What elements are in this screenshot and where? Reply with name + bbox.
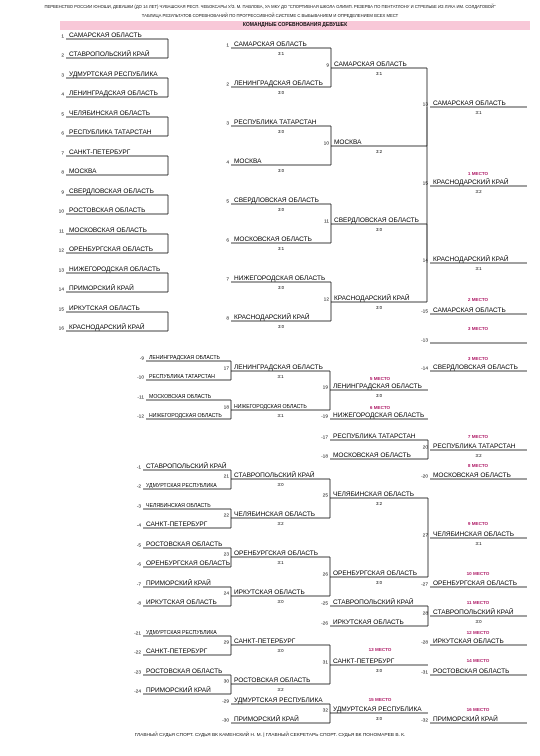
seed-number: -17: [321, 435, 328, 441]
seed-number: -25: [321, 601, 328, 607]
team-name: УДМУРТСКАЯ РЕСПУБЛИКА: [146, 483, 217, 489]
seed-number: -31: [421, 670, 428, 676]
seed-number: 14: [422, 258, 428, 264]
team-name: САМАРСКАЯ ОБЛАСТЬ: [334, 61, 407, 68]
team-name: ЛЕНИНГРАДСКАЯ ОБЛАСТЬ: [149, 355, 220, 361]
seed-number: 2: [61, 53, 64, 59]
team-name: СВЕРДЛОВСКАЯ ОБЛАСТЬ: [69, 188, 154, 195]
seed-number: 17: [223, 366, 229, 372]
team-name: НИЖЕГОРОДСКАЯ ОБЛАСТЬ: [333, 412, 425, 419]
seed-number: 19: [322, 385, 328, 391]
team-name: САНКТ-ПЕТЕРБУРГ: [69, 149, 131, 156]
seed-number: 10: [323, 141, 329, 147]
seed-number: -29: [222, 699, 229, 705]
seed-number: 4: [61, 92, 64, 98]
team-name: РЕСПУБЛИКА ТАТАРСТАН: [433, 443, 516, 450]
competition-title: ПЕРВЕНСТВО РОССИИ ЮНОШИ, ДЕВУШКИ (ДО 14 ЛЕТ) ЧУВАШСКАЯ РЕСП. ЧЕБОКСАРЫ У/З. М. ПАВЛОВА, УА МКУ ДО "СПОРТИВНАЯ ШКОЛА ОЛИМП. РЕЗЕРВА ПО ПЕНТАТЛОНУ И СТРЕЛЬБЕ ИЗ ЛУКА ИМ. СОЛДАТОВОЙ": [44, 4, 496, 9]
team-name: КРАСНОДАРСКИЙ КРАЙ: [334, 295, 410, 302]
team-name: ОРЕНБУРГСКАЯ ОБЛАСТЬ: [234, 550, 319, 557]
team-name: СТАВРОПОЛЬСКИЙ КРАЙ: [333, 599, 414, 606]
bracket-lines: [66, 39, 527, 723]
team-name: ПРИМОРСКИЙ КРАЙ: [146, 687, 211, 694]
seed-number: 7: [61, 151, 64, 157]
seed-number: -6: [136, 562, 141, 568]
seed-number: 30: [223, 679, 229, 685]
team-name: РОСТОВСКАЯ ОБЛАСТЬ: [146, 541, 223, 548]
place-label: 2 МЕСТО: [467, 297, 489, 302]
team-name: РОСТОВСКАЯ ОБЛАСТЬ: [234, 677, 311, 684]
match-score: 3:0: [277, 90, 285, 95]
seed-number: 26: [322, 572, 328, 578]
seed-number: -23: [134, 670, 141, 676]
footer-officials: ГЛАВНЫЙ СУДЬЯ СПОРТ. СУДЬЯ ВК КАМЕНСКИЙ Н. М. | ГЛАВНЫЙ СЕКРЕТАРЬ СПОРТ. СУДЬЯ ВК ПОНОМАРЕВ В. К.: [134, 733, 406, 738]
team-name: ИРКУТСКАЯ ОБЛАСТЬ: [234, 589, 305, 596]
match-score: 3:0: [375, 716, 383, 721]
team-name: НИЖЕГОРОДСКАЯ ОБЛАСТЬ: [234, 404, 307, 410]
place-label: 7 МЕСТО: [467, 434, 489, 439]
team-name: САМАРСКАЯ ОБЛАСТЬ: [433, 100, 506, 107]
seed-number: 8: [226, 316, 229, 322]
seed-number: -21: [134, 631, 141, 637]
team-name: НИЖЕГОРОДСКАЯ ОБЛАСТЬ: [149, 413, 222, 419]
team-name: МОСКОВСКАЯ ОБЛАСТЬ: [149, 394, 212, 400]
seed-number: -26: [321, 621, 328, 627]
team-name: ПРИМОРСКИЙ КРАЙ: [69, 285, 134, 292]
match-score: 3:1: [277, 374, 284, 379]
seed-number: 25: [322, 493, 328, 499]
place-label: 3 МЕСТО: [467, 356, 489, 361]
match-score: 3:1: [375, 71, 383, 76]
seed-number: 3: [61, 73, 64, 79]
match-score: 3:0: [277, 129, 285, 134]
team-name: КРАСНОДАРСКИЙ КРАЙ: [433, 179, 509, 186]
seed-number: 9: [326, 63, 329, 69]
place-label: 5 МЕСТО: [369, 376, 391, 381]
seed-number: -4: [136, 523, 141, 529]
team-name: ОРЕНБУРГСКАЯ ОБЛАСТЬ: [433, 580, 518, 587]
seed-number: 12: [323, 297, 329, 303]
team-name: ИРКУТСКАЯ ОБЛАСТЬ: [69, 305, 140, 312]
section-band: КОМАНДНЫЕ СОРЕВНОВАНИЯ ДЕВУШЕК: [60, 21, 530, 30]
seed-number: 2: [226, 82, 229, 88]
team-name: УДМУРТСКАЯ РЕСПУБЛИКА: [333, 706, 422, 713]
team-name: ЧЕЛЯБИНСКАЯ ОБЛАСТЬ: [433, 531, 515, 538]
seed-number: -22: [134, 650, 141, 656]
team-name: МОСКОВСКАЯ ОБЛАСТЬ: [333, 452, 411, 459]
seed-number: -8: [136, 601, 141, 607]
seed-number: 29: [223, 640, 229, 646]
team-name: МОСКВА: [69, 168, 97, 175]
team-name: ИРКУТСКАЯ ОБЛАСТЬ: [146, 599, 217, 606]
seed-number: -18: [321, 454, 328, 460]
team-name: ИРКУТСКАЯ ОБЛАСТЬ: [333, 619, 404, 626]
match-score: 3:0: [277, 168, 285, 173]
team-name: РОСТОВСКАЯ ОБЛАСТЬ: [69, 207, 146, 214]
team-name: РЕСПУБЛИКА ТАТАРСТАН: [333, 433, 416, 440]
match-score: 3:2: [277, 687, 284, 692]
team-name: ЛЕНИНГРАДСКАЯ ОБЛАСТЬ: [234, 364, 323, 371]
team-name: ЧЕЛЯБИНСКАЯ ОБЛАСТЬ: [234, 511, 316, 518]
team-name: ПРИМОРСКИЙ КРАЙ: [234, 716, 299, 723]
team-name: ПРИМОРСКИЙ КРАЙ: [433, 716, 498, 723]
seed-number: -9: [139, 356, 144, 362]
seed-number: 28: [422, 611, 428, 617]
team-name: УДМУРТСКАЯ РЕСПУБЛИКА: [146, 630, 217, 636]
match-score: 3:0: [277, 599, 284, 604]
team-name: ЛЕНИНГРАДСКАЯ ОБЛАСТЬ: [234, 80, 323, 87]
team-name: СТАВРОПОЛЬСКИЙ КРАЙ: [146, 463, 227, 470]
seed-number: -11: [137, 395, 144, 401]
match-score: 3:0: [277, 324, 285, 329]
match-score: 3:2: [475, 453, 482, 458]
team-name: КРАСНОДАРСКИЙ КРАЙ: [433, 256, 509, 263]
seed-number: 1: [226, 43, 229, 49]
place-label: 3 МЕСТО: [467, 326, 489, 331]
team-name: КРАСНОДАРСКИЙ КРАЙ: [234, 314, 310, 321]
team-name: УДМУРТСКАЯ РЕСПУБЛИКА: [234, 697, 323, 704]
seed-number: -27: [421, 582, 428, 588]
team-name: РЕСПУБЛИКА ТАТАРСТАН: [69, 129, 152, 136]
team-name: СВЕРДЛОВСКАЯ ОБЛАСТЬ: [433, 364, 518, 371]
match-score: 3:0: [277, 648, 284, 653]
team-name: САНКТ-ПЕТЕРБУРГ: [146, 648, 208, 655]
seed-number: -19: [321, 414, 328, 420]
place-label: 14 МЕСТО: [466, 658, 490, 663]
team-name: САНКТ-ПЕТЕРБУРГ: [234, 638, 296, 645]
seed-number: 7: [226, 277, 229, 283]
team-name: САНКТ-ПЕТЕРБУРГ: [333, 658, 395, 665]
place-label: 15 МЕСТО: [368, 697, 392, 702]
seed-number: 13: [58, 268, 64, 274]
match-score: 3:0: [375, 227, 383, 232]
team-name: НИЖЕГОРОДСКАЯ ОБЛАСТЬ: [69, 266, 161, 273]
match-score: 3:0: [475, 619, 482, 624]
team-name: САНКТ-ПЕТЕРБУРГ: [146, 521, 208, 528]
team-name: ЧЕЛЯБИНСКАЯ ОБЛАСТЬ: [146, 503, 211, 509]
seed-number: 23: [223, 552, 229, 558]
seed-number: 24: [223, 591, 229, 597]
match-score: 3:2: [277, 521, 284, 526]
team-name: САМАРСКАЯ ОБЛАСТЬ: [433, 307, 506, 314]
match-score: 3:1: [475, 266, 482, 271]
seed-number: 12: [58, 248, 64, 254]
place-label: 12 МЕСТО: [466, 630, 490, 635]
team-name: ЧЕЛЯБИНСКАЯ ОБЛАСТЬ: [333, 491, 415, 498]
seed-number: 10: [58, 209, 64, 215]
seed-number: 14: [58, 287, 64, 293]
match-score: 3:0: [375, 580, 383, 585]
team-name: ОРЕНБУРГСКАЯ ОБЛАСТЬ: [146, 560, 231, 567]
seed-number: 27: [422, 533, 428, 539]
team-name: ОРЕНБУРГСКАЯ ОБЛАСТЬ: [333, 570, 418, 577]
match-score: 3:2: [475, 189, 482, 194]
seed-number: -14: [421, 366, 428, 372]
team-name: МОСКВА: [234, 158, 262, 165]
team-name: СТАВРОПОЛЬСКИЙ КРАЙ: [69, 51, 150, 58]
match-score: 3:0: [277, 207, 285, 212]
seed-number: 16: [58, 326, 64, 332]
team-name: МОСКОВСКАЯ ОБЛАСТЬ: [69, 227, 147, 234]
match-score: 3:1: [277, 246, 285, 251]
team-name: РЕСПУБЛИКА ТАТАРСТАН: [149, 374, 215, 380]
seed-number: 3: [226, 121, 229, 127]
place-label: 11 МЕСТО: [466, 600, 490, 605]
match-score: 3:0: [277, 482, 284, 487]
seed-number: 9: [61, 190, 64, 196]
team-name: ОРЕНБУРГСКАЯ ОБЛАСТЬ: [69, 246, 154, 253]
seed-number: 5: [226, 199, 229, 205]
match-score: 3:0: [375, 305, 383, 310]
seed-number: 22: [223, 513, 229, 519]
team-name: САМАРСКАЯ ОБЛАСТЬ: [234, 41, 307, 48]
seed-number: 1: [61, 34, 64, 40]
team-name: РОСТОВСКАЯ ОБЛАСТЬ: [433, 668, 510, 675]
seed-number: 4: [226, 160, 229, 166]
place-label: 6 МЕСТО: [369, 405, 391, 410]
team-name: МОСКОВСКАЯ ОБЛАСТЬ: [234, 236, 312, 243]
seed-number: -2: [136, 484, 141, 490]
seed-number: 6: [226, 238, 229, 244]
seed-number: 31: [322, 660, 328, 666]
match-score: 3:0: [375, 668, 383, 673]
team-name: РОСТОВСКАЯ ОБЛАСТЬ: [146, 668, 223, 675]
match-score: 3:0: [277, 285, 285, 290]
seed-number: -3: [136, 504, 141, 510]
seed-number: -12: [137, 414, 144, 420]
seed-number: 18: [223, 405, 229, 411]
match-score: 3:1: [475, 110, 482, 115]
team-name: СТАВРОПОЛЬСКИЙ КРАЙ: [234, 472, 315, 479]
seed-number: -20: [421, 474, 428, 480]
bracket-labels: [59, 32, 518, 724]
seed-number: -28: [421, 640, 428, 646]
team-name: МОСКОВСКАЯ ОБЛАСТЬ: [433, 472, 511, 479]
table-subtitle: ТАБЛИЦА РЕЗУЛЬТАТОВ СОРЕВНОВАНИЙ ПО ПРОГРЕССИВНОЙ СИСТЕМЕ С ВЫБЫВАНИЕМ И ОПРЕДЕЛЕНИЕМ ВСЕХ МЕСТ: [141, 13, 399, 18]
seed-number: 13: [422, 102, 428, 108]
team-name: СВЕРДЛОВСКАЯ ОБЛАСТЬ: [334, 217, 419, 224]
seed-number: 6: [61, 131, 64, 137]
place-label: 10 МЕСТО: [466, 571, 490, 576]
team-name: ЛЕНИНГРАДСКАЯ ОБЛАСТЬ: [333, 383, 422, 390]
seed-number: -15: [421, 309, 428, 315]
place-label: 9 МЕСТО: [467, 521, 489, 526]
team-name: РЕСПУБЛИКА ТАТАРСТАН: [234, 119, 317, 126]
team-name: УДМУРТСКАЯ РЕСПУБЛИКА: [69, 71, 158, 78]
seed-number: -30: [222, 718, 229, 724]
seed-number: -32: [421, 718, 428, 724]
seed-number: 32: [322, 708, 328, 714]
team-name: СВЕРДЛОВСКАЯ ОБЛАСТЬ: [234, 197, 319, 204]
team-name: СТАВРОПОЛЬСКИЙ КРАЙ: [433, 609, 514, 616]
seed-number: 21: [223, 474, 229, 480]
seed-number: 15: [422, 181, 428, 187]
seed-number: -24: [134, 689, 141, 695]
seed-number: 8: [61, 170, 64, 176]
seed-number: -10: [137, 375, 144, 381]
seed-number: -7: [136, 582, 141, 588]
team-name: МОСКВА: [334, 139, 362, 146]
match-score: 3:2: [375, 149, 383, 154]
match-score: 3:1: [475, 541, 482, 546]
match-score: 3:1: [277, 51, 285, 56]
seed-number: -13: [421, 338, 428, 344]
team-name: НИЖЕГОРОДСКАЯ ОБЛАСТЬ: [234, 275, 326, 282]
team-name: ЛЕНИНГРАДСКАЯ ОБЛАСТЬ: [69, 90, 158, 97]
team-name: ПРИМОРСКИЙ КРАЙ: [146, 580, 211, 587]
place-label: 13 МЕСТО: [368, 647, 392, 652]
match-score: 3:2: [375, 501, 383, 506]
team-name: ЧЕЛЯБИНСКАЯ ОБЛАСТЬ: [69, 110, 151, 117]
seed-number: 5: [61, 112, 64, 118]
seed-number: 15: [58, 307, 64, 313]
seed-number: 11: [59, 229, 64, 235]
match-score: 3:1: [277, 560, 284, 565]
team-name: ИРКУТСКАЯ ОБЛАСТЬ: [433, 638, 504, 645]
seed-number: 20: [422, 445, 428, 451]
match-score: 3:0: [375, 393, 383, 398]
team-name: САМАРСКАЯ ОБЛАСТЬ: [69, 32, 142, 39]
team-name: КРАСНОДАРСКИЙ КРАЙ: [69, 324, 145, 331]
match-score: 3:1: [277, 413, 284, 418]
seed-number: -1: [136, 465, 141, 471]
place-label: 16 МЕСТО: [466, 707, 490, 712]
place-label: 1 МЕСТО: [467, 171, 489, 176]
place-label: 8 МЕСТО: [467, 463, 489, 468]
seed-number: -5: [136, 543, 141, 549]
seed-number: 11: [324, 219, 329, 225]
